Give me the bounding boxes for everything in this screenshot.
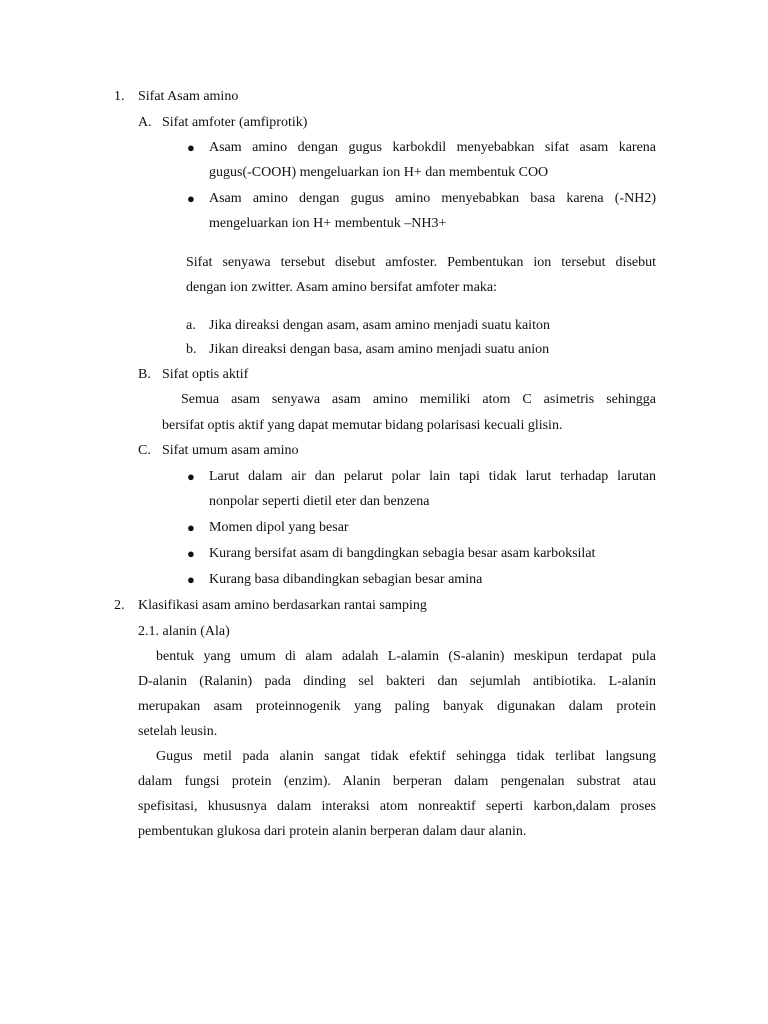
bullet-c1-line2: nonpolar seperti dietil eter dan benzena <box>209 494 430 509</box>
subsection-b-title: Sifat optis aktif <box>162 367 249 382</box>
bullet-icon: ● <box>187 140 195 155</box>
bullet-icon: ● <box>187 572 195 587</box>
list-item-b-marker: b. <box>186 342 197 357</box>
subsection-2-1-title: 2.1. alanin (Ala) <box>138 624 230 639</box>
bullet-a1-line2: gugus(-COOH) mengeluarkan ion H+ dan membentuk COO <box>209 165 549 180</box>
section-1-number: 1. <box>114 89 125 104</box>
section-2-number: 2. <box>114 598 125 613</box>
paragraph-2-2-line1: Gugus metil pada alanin sangat tidak efektif sehingga tidak terlibat langsung <box>156 749 656 764</box>
paragraph-a-line1: Sifat senyawa tersebut disebut amfoster. Pembentukan ion tersebut disebut <box>186 255 656 270</box>
list-item-a-marker: a. <box>186 318 196 333</box>
list-item-b-text: Jikan direaksi dengan basa, asam amino menjadi suatu anion <box>209 342 550 357</box>
bullet-a1-line1: Asam amino dengan gugus karbokdil menyebabkan sifat asam karena <box>209 140 656 155</box>
subsection-a-title: Sifat amfoter (amfiprotik) <box>162 115 308 130</box>
section-2-title: Klasifikasi asam amino berdasarkan rantai samping <box>138 598 427 613</box>
bullet-icon: ● <box>187 191 195 206</box>
paragraph-a-line2: dengan ion zwitter. Asam amino bersifat amfoter maka: <box>186 280 498 295</box>
paragraph-b-line2: bersifat optis aktif yang dapat memutar bidang polarisasi kecuali glisin. <box>162 418 563 433</box>
bullet-icon: ● <box>187 546 195 561</box>
list-item-a-text: Jika direaksi dengan asam, asam amino menjadi suatu kaiton <box>209 318 550 333</box>
bullet-c4: Kurang basa dibandingkan sebagian besar amina <box>209 572 483 587</box>
paragraph-2-2-line2: dalam fungsi protein (enzim). Alanin berperan dalam pengenalan substrat atau <box>138 774 656 789</box>
subsection-a-letter: A. <box>138 115 152 130</box>
bullet-c2: Momen dipol yang besar <box>209 520 349 535</box>
paragraph-2-1-line2: D-alanin (Ralanin) pada dinding sel bakteri dan sejumlah antibiotika. L-alanin <box>138 674 656 689</box>
subsection-b-letter: B. <box>138 367 151 382</box>
section-1-title: Sifat Asam amino <box>138 89 239 104</box>
paragraph-2-2-line4: pembentukan glukosa dari protein alanin berperan dalam daur alanin. <box>138 824 527 839</box>
bullet-c1-line1: Larut dalam air dan pelarut polar lain tapi tidak larut terhadap larutan <box>209 469 656 484</box>
bullet-icon: ● <box>187 469 195 484</box>
bullet-a2-line1: Asam amino dengan gugus amino menyebabkan basa karena (-NH2) <box>209 191 656 206</box>
paragraph-b-line1: Semua asam senyawa asam amino memiliki atom C asimetris sehingga <box>181 392 656 407</box>
paragraph-2-1-line3: merupakan asam proteinnogenik yang paling banyak digunakan dalam protein <box>138 699 656 714</box>
bullet-c3: Kurang bersifat asam di bangdingkan sebagia besar asam karboksilat <box>209 546 596 561</box>
paragraph-2-2-line3: spefisitasi, khususnya dalam interaksi atom nonreaktif seperti karbon,dalam proses <box>138 799 656 814</box>
subsection-c-letter: C. <box>138 443 151 458</box>
bullet-icon: ● <box>187 520 195 535</box>
subsection-c-title: Sifat umum asam amino <box>162 443 299 458</box>
paragraph-2-1-line1: bentuk yang umum di alam adalah L-alamin (S-alanin) meskipun terdapat pula <box>156 649 656 664</box>
paragraph-2-1-line4: setelah leusin. <box>138 724 218 739</box>
bullet-a2-line2: mengeluarkan ion H+ membentuk –NH3+ <box>209 216 447 231</box>
